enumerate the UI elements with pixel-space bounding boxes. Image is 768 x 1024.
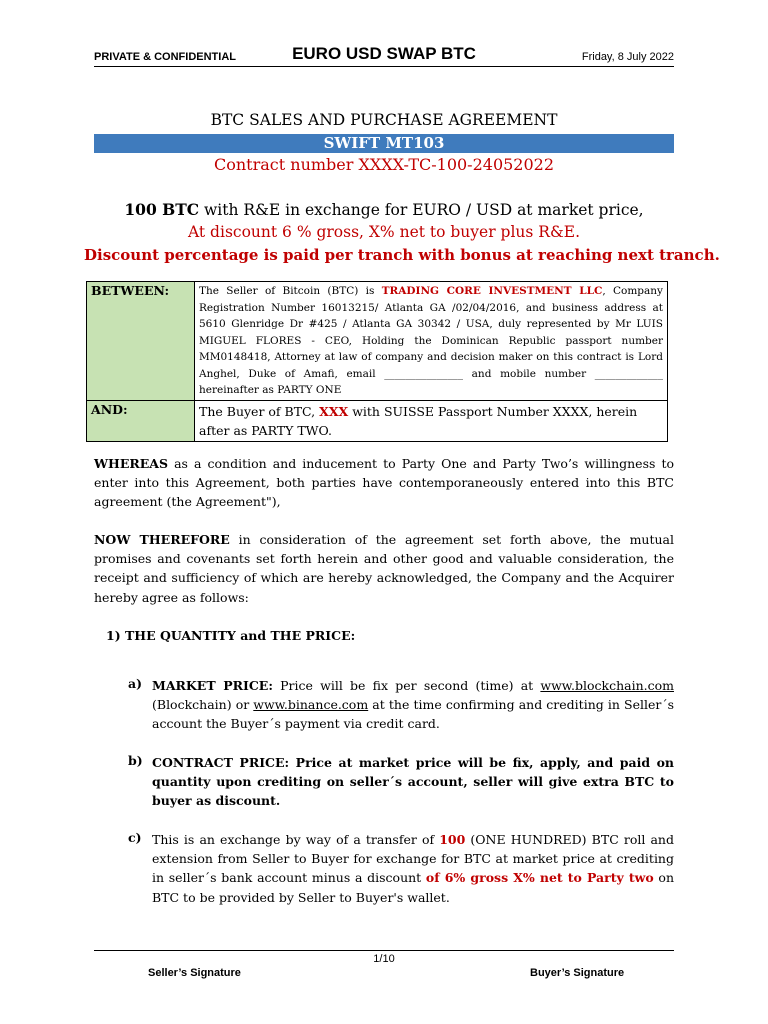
and-label: AND: bbox=[87, 400, 195, 441]
party-two-text bbox=[195, 400, 668, 441]
item-c-text-2: (ONE HUNDRED) BTC roll and extension from Seller to Buyer for exchange for BTC at market price at crediting in seller´s bank account minus a discount bbox=[152, 832, 674, 886]
item-a-market-price bbox=[152, 676, 674, 734]
item-c-discount: of 6% gross X% net to Party two bbox=[425, 870, 654, 886]
blockchain-link[interactable]: www.blockchain.com bbox=[540, 678, 674, 693]
intro-discount-paid: Discount percentage is paid per tranch with bonus at reaching next tranch. bbox=[84, 246, 720, 264]
whereas-text: as a condition and inducement to Party One and Party Two’s willingness to enter into this Agreement, both parties have contemporaneously entered into this BTC agreement (the Agreement"), bbox=[94, 456, 674, 510]
footer-divider bbox=[94, 950, 674, 951]
now-therefore-text: in consideration of the agreement set forth above, the mutual promises and covenants set forth herein and other good and valuable consideration, the receipt and sufficiency of which are hereby acknowledged, the Company and the Acquirer hereby agree as follows: bbox=[94, 532, 674, 605]
whereas-lead: WHEREAS bbox=[94, 456, 169, 471]
seller-company: TRADING CORE INVESTMENT LLC bbox=[381, 285, 603, 297]
item-a-lead: MARKET PRICE: bbox=[152, 678, 273, 693]
binance-link[interactable]: www.binance.com bbox=[253, 697, 369, 713]
item-b-lead: CONTRACT PRICE: bbox=[152, 755, 290, 770]
intro-quantity bbox=[94, 200, 674, 219]
party-one-text-a: The Seller of Bitcoin (BTC) is bbox=[199, 285, 382, 297]
contract-number: Contract number XXXX-TC-100-24052022 bbox=[213, 155, 555, 174]
party-two-text-a: The Buyer of BTC, bbox=[199, 403, 320, 419]
item-c-text-3: on BTC to be provided by Seller to Buyer's wallet. bbox=[152, 870, 675, 905]
now-therefore-lead: NOW THEREFORE bbox=[94, 532, 230, 547]
between-label: BETWEEN: bbox=[87, 282, 195, 401]
buyer-name: XXX bbox=[319, 403, 349, 419]
item-a-text-3: at the time confirming and crediting in Seller´s account the Buyer´s payment via credit card. bbox=[152, 697, 674, 732]
item-b-marker: b) bbox=[128, 753, 143, 768]
swift-banner: SWIFT MT103 bbox=[94, 134, 674, 153]
item-a-marker: a) bbox=[128, 676, 143, 691]
item-c-marker: c) bbox=[128, 830, 142, 845]
buyer-signature-label: Buyer’s Signature bbox=[530, 967, 625, 979]
item-c-qty: 100 bbox=[439, 832, 466, 847]
seller-signature-label: Seller’s Signature bbox=[148, 967, 241, 979]
header-date: Friday, 8 July 2022 bbox=[581, 51, 674, 63]
party-two-text-b: with SUISSE Passport Number XXXX, herein after as PARTY TWO. bbox=[199, 403, 638, 438]
item-b-contract-price bbox=[152, 753, 674, 811]
item-c-text-1: This is an exchange by way of a transfer of bbox=[152, 832, 440, 847]
item-a-text-2: (Blockchain) or bbox=[152, 697, 254, 713]
section-quantity-price: 1) THE QUANTITY and THE PRICE: bbox=[106, 628, 356, 643]
header-title: EURO USD SWAP BTC bbox=[292, 44, 476, 63]
intro-discount: At discount 6 % gross, X% net to buyer plus R&E. bbox=[187, 223, 581, 241]
page-header bbox=[94, 44, 674, 67]
agreement-title: BTC SALES AND PURCHASE AGREEMENT bbox=[210, 111, 558, 129]
header-confidential: PRIVATE & CONFIDENTIAL bbox=[94, 51, 236, 63]
intro-qty: 100 BTC bbox=[124, 200, 200, 219]
whereas-paragraph bbox=[94, 454, 674, 512]
party-two-row bbox=[87, 400, 668, 441]
item-a-text-1: Price will be fix per second (time) at bbox=[272, 678, 541, 693]
party-one-row bbox=[87, 282, 668, 401]
party-one-text-b: , Company Registration Number 16013215/ Atlanta GA /02/04/2016, and business address at 5610 Glenridge Dr #425 / Atlanta GA 30342 / USA, duly represented by Mr LUIS MIGUEL FLORES - CEO, Holding the Dominican Republic passport number MM0148418, Attorney at law of company and decision maker on this contract is Lord Anghel, Duke of Amafi, email _______________ and mobile number _____________ hereinafter as PARTY ONE bbox=[199, 285, 663, 396]
party-one-text bbox=[195, 282, 668, 401]
page-number: 1/10 bbox=[373, 953, 395, 965]
item-c-exchange bbox=[152, 830, 674, 907]
item-b-text: Price at market price will be fix, apply, and paid on quantity upon crediting on seller´s account, seller will give extra BTC to buyer as discount. bbox=[152, 755, 675, 809]
now-therefore-paragraph bbox=[94, 530, 674, 607]
intro-qty-rest: with R&E in exchange for EURO / USD at market price, bbox=[199, 201, 644, 219]
parties-table bbox=[86, 281, 668, 442]
